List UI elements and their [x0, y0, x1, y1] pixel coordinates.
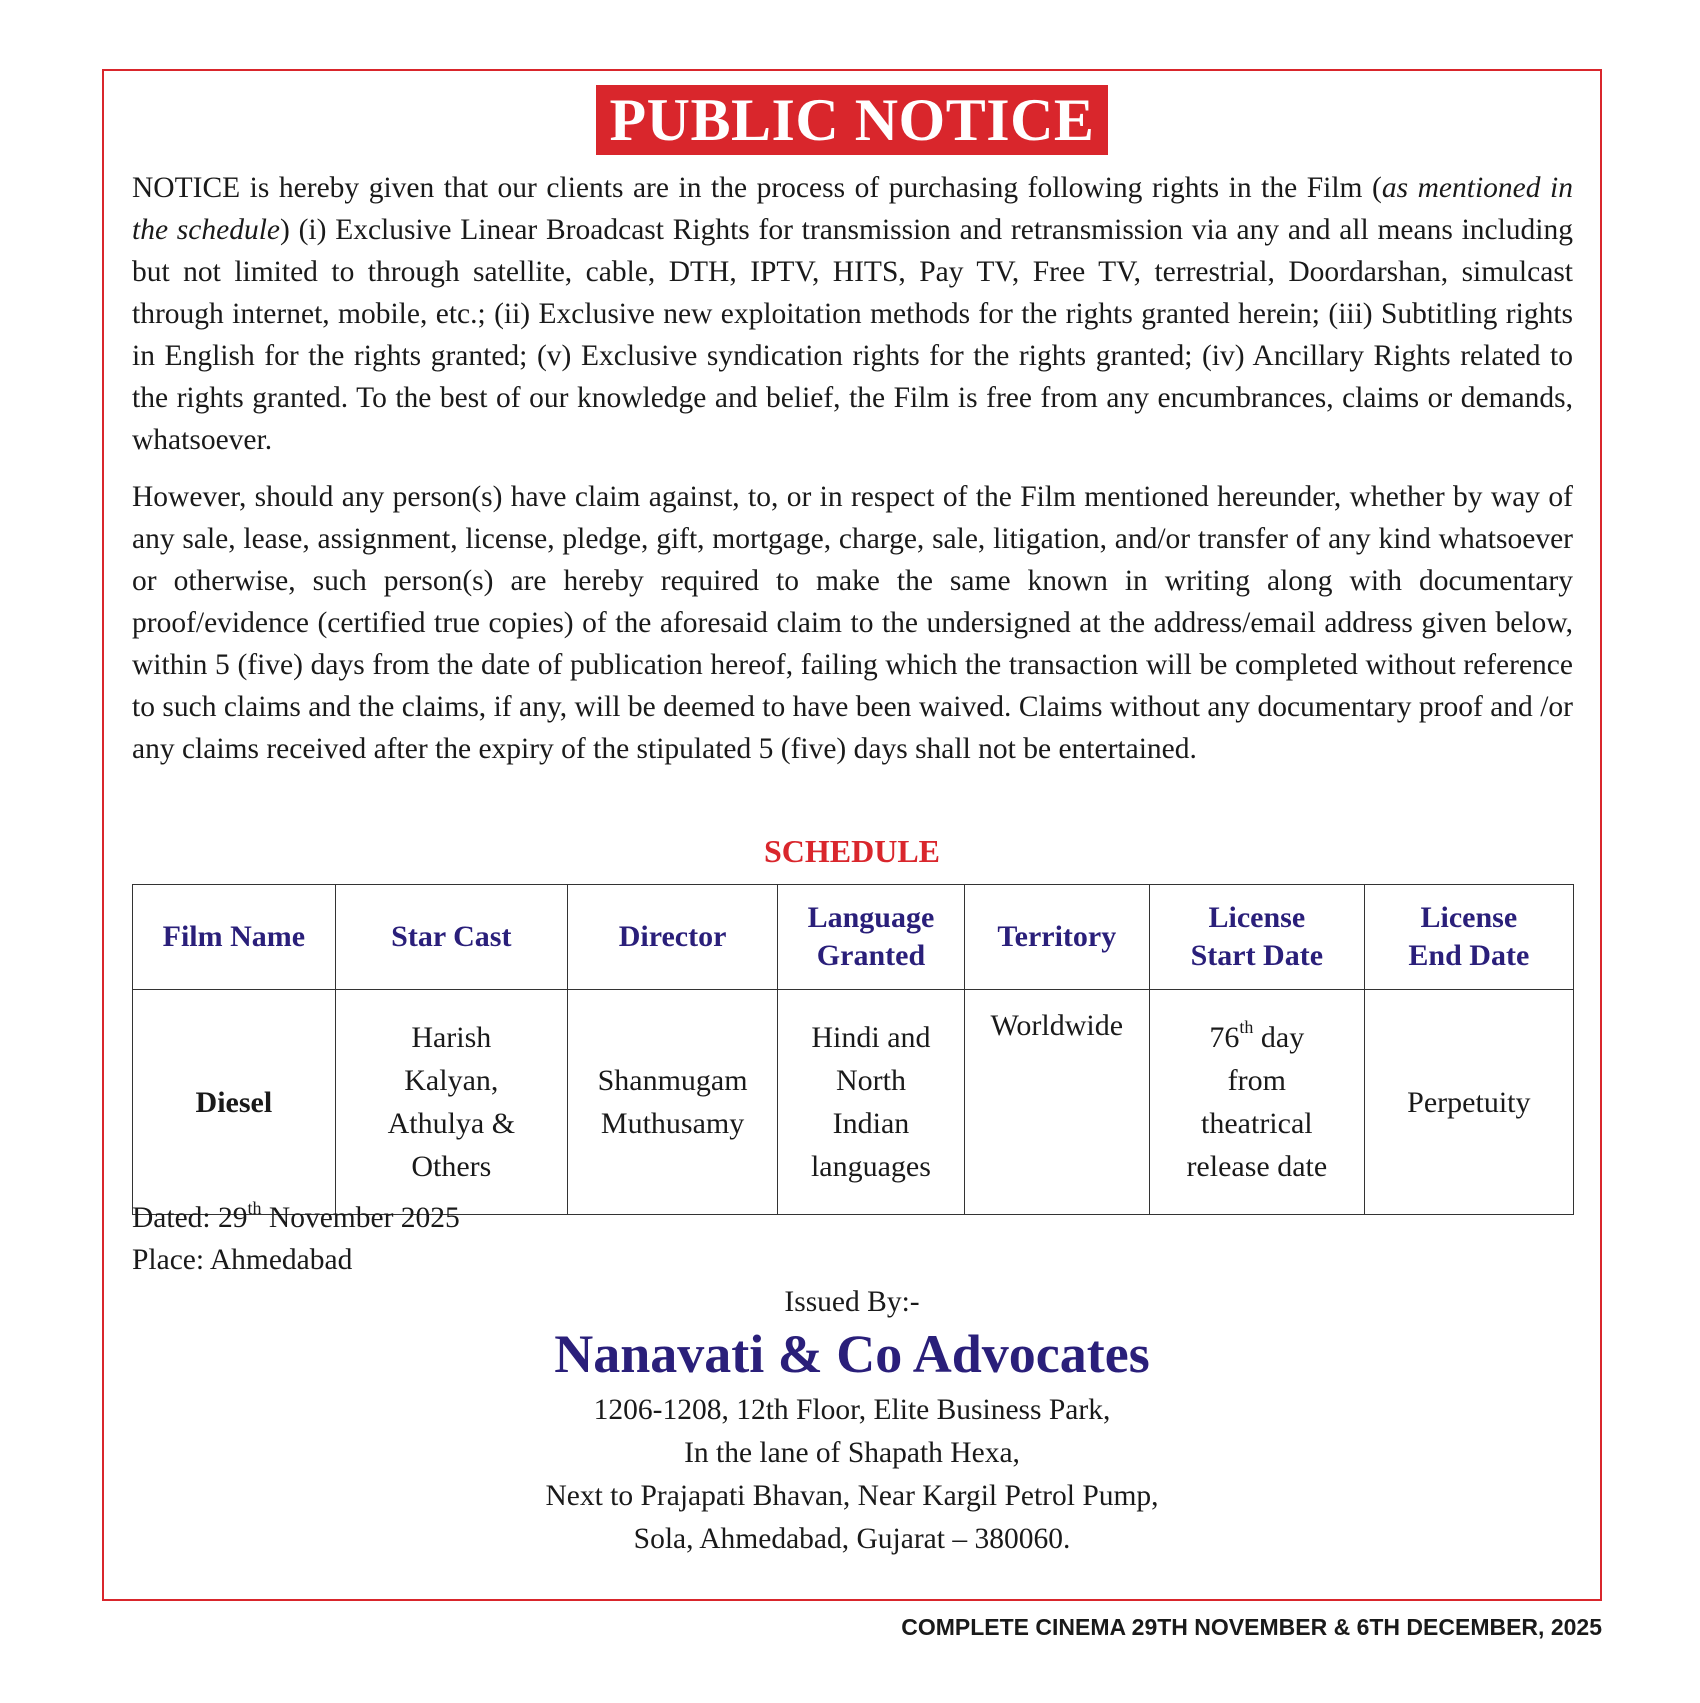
language-line-1: Hindi and: [811, 1021, 931, 1054]
firm-address: [104, 1389, 1600, 1561]
dated-suffix: th: [247, 1198, 262, 1218]
start-line-1: day: [1260, 1021, 1305, 1054]
cell-director: [567, 990, 777, 1215]
issued-by: Issued By:-: [784, 1286, 920, 1318]
header-film-name: Film Name: [133, 885, 336, 990]
language-line-2: North: [835, 1064, 906, 1097]
start-line-2: from: [1227, 1064, 1286, 1097]
dated-rest: November 2025: [261, 1202, 460, 1234]
director-line-1: Shanmugam: [597, 1064, 748, 1097]
cell-start-date: [1149, 990, 1364, 1215]
cell-film-name: Diesel: [133, 990, 336, 1215]
start-line-4: release date: [1186, 1150, 1328, 1183]
schedule-heading: SCHEDULE: [763, 833, 941, 869]
star-cast-line-1: Harish: [411, 1021, 492, 1054]
director-line-2: Muthusamy: [600, 1107, 745, 1140]
title-wrap: [104, 85, 1600, 155]
dated-label: Dated: 29: [132, 1202, 248, 1234]
table-row: [133, 990, 1574, 1215]
star-cast-line-2: Kalyan,: [404, 1064, 499, 1097]
header-language-l2: Granted: [816, 939, 926, 972]
cell-language: [778, 990, 964, 1215]
header-territory: Territory: [964, 885, 1149, 990]
schedule-table: [132, 884, 1574, 1215]
header-start-date: [1149, 885, 1364, 990]
dated-line: [132, 1197, 460, 1239]
header-language: [778, 885, 964, 990]
star-cast-line-4: Others: [411, 1150, 492, 1183]
cell-end-date: Perpetuity: [1364, 990, 1573, 1215]
place-line: Place: Ahmedabad: [132, 1244, 353, 1276]
start-line-3: theatrical: [1201, 1107, 1313, 1140]
star-cast-line-3: Athulya &: [387, 1107, 516, 1140]
header-start-l2: Start Date: [1190, 939, 1324, 972]
header-director: Director: [567, 885, 777, 990]
address-line-3: Next to Prajapati Bhavan, Near Kargil Petrol Pump,: [545, 1480, 1159, 1512]
address-line-2: In the lane of Shapath Hexa,: [684, 1437, 1020, 1469]
firm-name: Nanavati & Co Advocates: [554, 1324, 1150, 1384]
header-end-l2: End Date: [1408, 939, 1530, 972]
paragraph-1-rest: ) (i) Exclusive Linear Broadcast Rights for transmission and retransmission via any and all means including but not limited to through satellite, cable, DTH, IPTV, HITS, Pay TV, Free TV, terrestrial, Doordarshan, simulcast through internet, mobile, etc.; (ii) Exclusive new exploitation methods for the rights granted herein; (iii) Subtitling rights in English for the rights granted; (v) Exclusive syndication rights for the rights granted; (iv) Ancillary Rights related to the rights granted. To the best of our knowledge and belief, the Film is free from any encumbrances, claims or demands, whatsoever.: [132, 214, 1574, 456]
notice-frame: [102, 69, 1602, 1601]
header-end-l1: License: [1420, 901, 1518, 934]
table-header-row: [133, 885, 1574, 990]
notice-paragraph-1: [132, 167, 1573, 461]
paragraph-1-lead: NOTICE is hereby given that our clients are in the process of purchasing following rights in the Film (: [132, 172, 1382, 204]
language-line-3: Indian: [832, 1107, 910, 1140]
start-number: 76: [1209, 1021, 1240, 1054]
header-star-cast: Star Cast: [335, 885, 567, 990]
cell-territory: Worldwide: [964, 990, 1149, 1215]
header-end-date: [1364, 885, 1573, 990]
address-line-1: 1206-1208, 12th Floor, Elite Business Park,: [593, 1394, 1111, 1426]
start-suffix: th: [1239, 1017, 1254, 1037]
address-line-4: Sola, Ahmedabad, Gujarat – 380060.: [633, 1523, 1071, 1555]
cell-star-cast: [335, 990, 567, 1215]
publication-footer: COMPLETE CINEMA 29TH NOVEMBER & 6TH DECEMBER, 2025: [901, 1614, 1602, 1640]
header-language-l1: Language: [807, 901, 935, 934]
notice-paragraph-2: However, should any person(s) have claim against, to, or in respect of the Film mentioned hereunder, whether by way of any sale, lease, assignment, license, pledge, gift, mortgage, charge, sale, litigation, and/or transfer of any kind whatsoever or otherwise, such person(s) are hereby required to make the same known in writing along with documentary proof/evidence (certified true copies) of the aforesaid claim to the undersigned at the address/email address given below, within 5 (five) days from the date of publication hereof, failing which the transaction will be completed without reference to such claims and the claims, if any, will be deemed to have been waived. Claims without any documentary proof and /or any claims received after the expiry of the stipulated 5 (five) days shall not be entertained.: [132, 481, 1573, 765]
paragraph-1-italic: as mentioned in the schedule: [132, 172, 1573, 246]
notice-title: PUBLIC NOTICE: [596, 85, 1109, 155]
language-line-4: languages: [810, 1150, 931, 1183]
header-start-l1: License: [1208, 901, 1306, 934]
